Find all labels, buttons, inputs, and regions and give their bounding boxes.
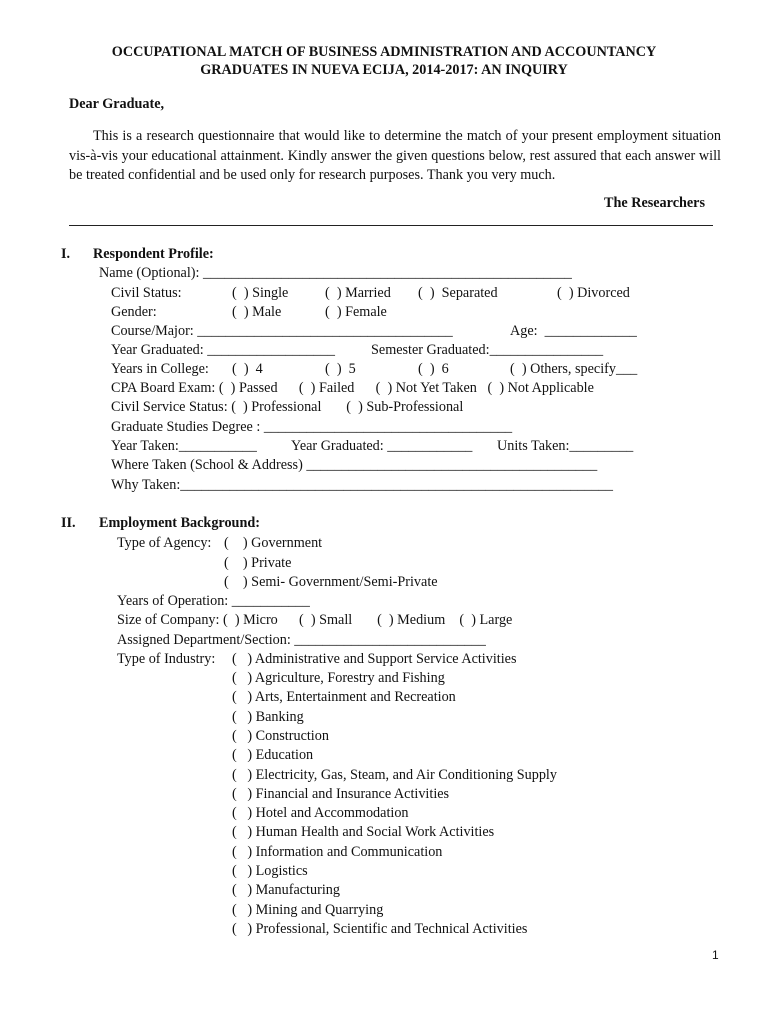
graduate-studies-degree-field[interactable]: Graduate Studies Degree : ___________________________________ bbox=[111, 419, 513, 435]
section-2-number: II. bbox=[61, 515, 76, 531]
years-in-college-4-option[interactable]: ( ) 4 bbox=[232, 361, 263, 377]
civil-status-separated-option[interactable]: ( ) Separated bbox=[418, 285, 498, 301]
industry-option[interactable]: ( ) Logistics bbox=[232, 863, 308, 879]
industry-option[interactable]: ( ) Financial and Insurance Activities bbox=[232, 786, 450, 802]
gender-male-option[interactable]: ( ) Male bbox=[232, 304, 282, 320]
gender-label: Gender: bbox=[111, 304, 157, 320]
industry-option[interactable]: ( ) Administrative and Support Service Activities bbox=[232, 651, 517, 667]
industry-option[interactable]: ( ) Mining and Quarrying bbox=[232, 902, 384, 918]
years-in-college-others-option[interactable]: ( ) Others, specify___ bbox=[510, 361, 638, 377]
agency-government-option[interactable]: ( ) Government bbox=[224, 535, 323, 551]
semester-graduated-field[interactable]: Semester Graduated:________________ bbox=[371, 342, 604, 358]
civil-service-status-options[interactable]: Civil Service Status: ( ) Professional ( ) Sub-Professional bbox=[111, 399, 464, 415]
course-major-field[interactable]: Course/Major: ____________________________________ bbox=[111, 323, 453, 339]
civil-status-divorced-option[interactable]: ( ) Divorced bbox=[557, 285, 630, 301]
age-field[interactable]: Age: _____________ bbox=[510, 323, 637, 339]
type-of-industry-label: Type of Industry: bbox=[117, 651, 216, 667]
industry-option[interactable]: ( ) Hotel and Accommodation bbox=[232, 805, 409, 821]
salutation: Dear Graduate, bbox=[69, 96, 165, 112]
industry-option[interactable]: ( ) Agriculture, Forestry and Fishing bbox=[232, 670, 445, 686]
cpa-board-exam-options[interactable]: CPA Board Exam: ( ) Passed ( ) Failed ( ) Not Yet Taken ( ) Not Applicable bbox=[111, 380, 594, 396]
industry-option[interactable]: ( ) Arts, Entertainment and Recreation bbox=[232, 689, 456, 705]
year-graduated-field[interactable]: Year Graduated: __________________ bbox=[111, 342, 335, 358]
industry-option[interactable]: ( ) Professional, Scientific and Technical Activities bbox=[232, 921, 528, 937]
units-taken-field[interactable]: Units Taken:_________ bbox=[497, 438, 634, 454]
where-taken-field[interactable]: Where Taken (School & Address) _________________________________________ bbox=[111, 457, 598, 473]
industry-option[interactable]: ( ) Education bbox=[232, 747, 314, 763]
document-title-line-1: OCCUPATIONAL MATCH OF BUSINESS ADMINISTRATION AND ACCOUNTANCY bbox=[111, 44, 657, 60]
size-of-company-options[interactable]: Size of Company: ( ) Micro ( ) Small ( ) Medium ( ) Large bbox=[117, 612, 513, 628]
intro-paragraph: This is a research questionnaire that would like to determine the match of your present employment situation vis-à-vis your educational attainment. Kindly answer the given questions below, rest assured that each answer will be treated confidential and be used only for research purposes. Thank you very much. bbox=[69, 128, 721, 183]
industry-option[interactable]: ( ) Banking bbox=[232, 709, 304, 725]
gender-female-option[interactable]: ( ) Female bbox=[325, 304, 387, 320]
civil-status-single-option[interactable]: ( ) Single bbox=[232, 285, 289, 301]
agency-semi-government-option[interactable]: ( ) Semi- Government/Semi-Private bbox=[224, 574, 438, 590]
section-1-heading: Respondent Profile: bbox=[93, 246, 214, 262]
civil-status-label: Civil Status: bbox=[111, 285, 182, 301]
industry-option[interactable]: ( ) Construction bbox=[232, 728, 329, 744]
years-in-college-6-option[interactable]: ( ) 6 bbox=[418, 361, 449, 377]
document-title-line-2: GRADUATES IN NUEVA ECIJA, 2014-2017: AN INQUIRY bbox=[200, 62, 568, 78]
section-2-heading: Employment Background: bbox=[99, 515, 260, 531]
page-number: 1 bbox=[712, 948, 719, 962]
agency-private-option[interactable]: ( ) Private bbox=[224, 555, 292, 571]
civil-status-married-option[interactable]: ( ) Married bbox=[325, 285, 391, 301]
industry-option[interactable]: ( ) Electricity, Gas, Steam, and Air Conditioning Supply bbox=[232, 767, 557, 783]
industry-option[interactable]: ( ) Manufacturing bbox=[232, 882, 340, 898]
industry-option[interactable]: ( ) Human Health and Social Work Activities bbox=[232, 824, 495, 840]
years-of-operation-field[interactable]: Years of Operation: ___________ bbox=[117, 593, 310, 609]
why-taken-field[interactable]: Why Taken:_____________________________________________________________ bbox=[111, 477, 613, 493]
industry-option[interactable]: ( ) Information and Communication bbox=[232, 844, 443, 860]
years-in-college-5-option[interactable]: ( ) 5 bbox=[325, 361, 356, 377]
year-taken-field[interactable]: Year Taken:___________ bbox=[111, 438, 257, 454]
signature: The Researchers bbox=[604, 195, 705, 211]
years-in-college-label: Years in College: bbox=[111, 361, 209, 377]
assigned-department-field[interactable]: Assigned Department/Section: ___________________________ bbox=[117, 632, 486, 648]
year-graduated-studies-field[interactable]: Year Graduated: ____________ bbox=[291, 438, 473, 454]
section-1-number: I. bbox=[61, 246, 71, 262]
name-field[interactable]: Name (Optional): ____________________________________________________ bbox=[99, 265, 572, 281]
divider-line bbox=[69, 225, 713, 226]
type-of-agency-label: Type of Agency: bbox=[117, 535, 212, 551]
